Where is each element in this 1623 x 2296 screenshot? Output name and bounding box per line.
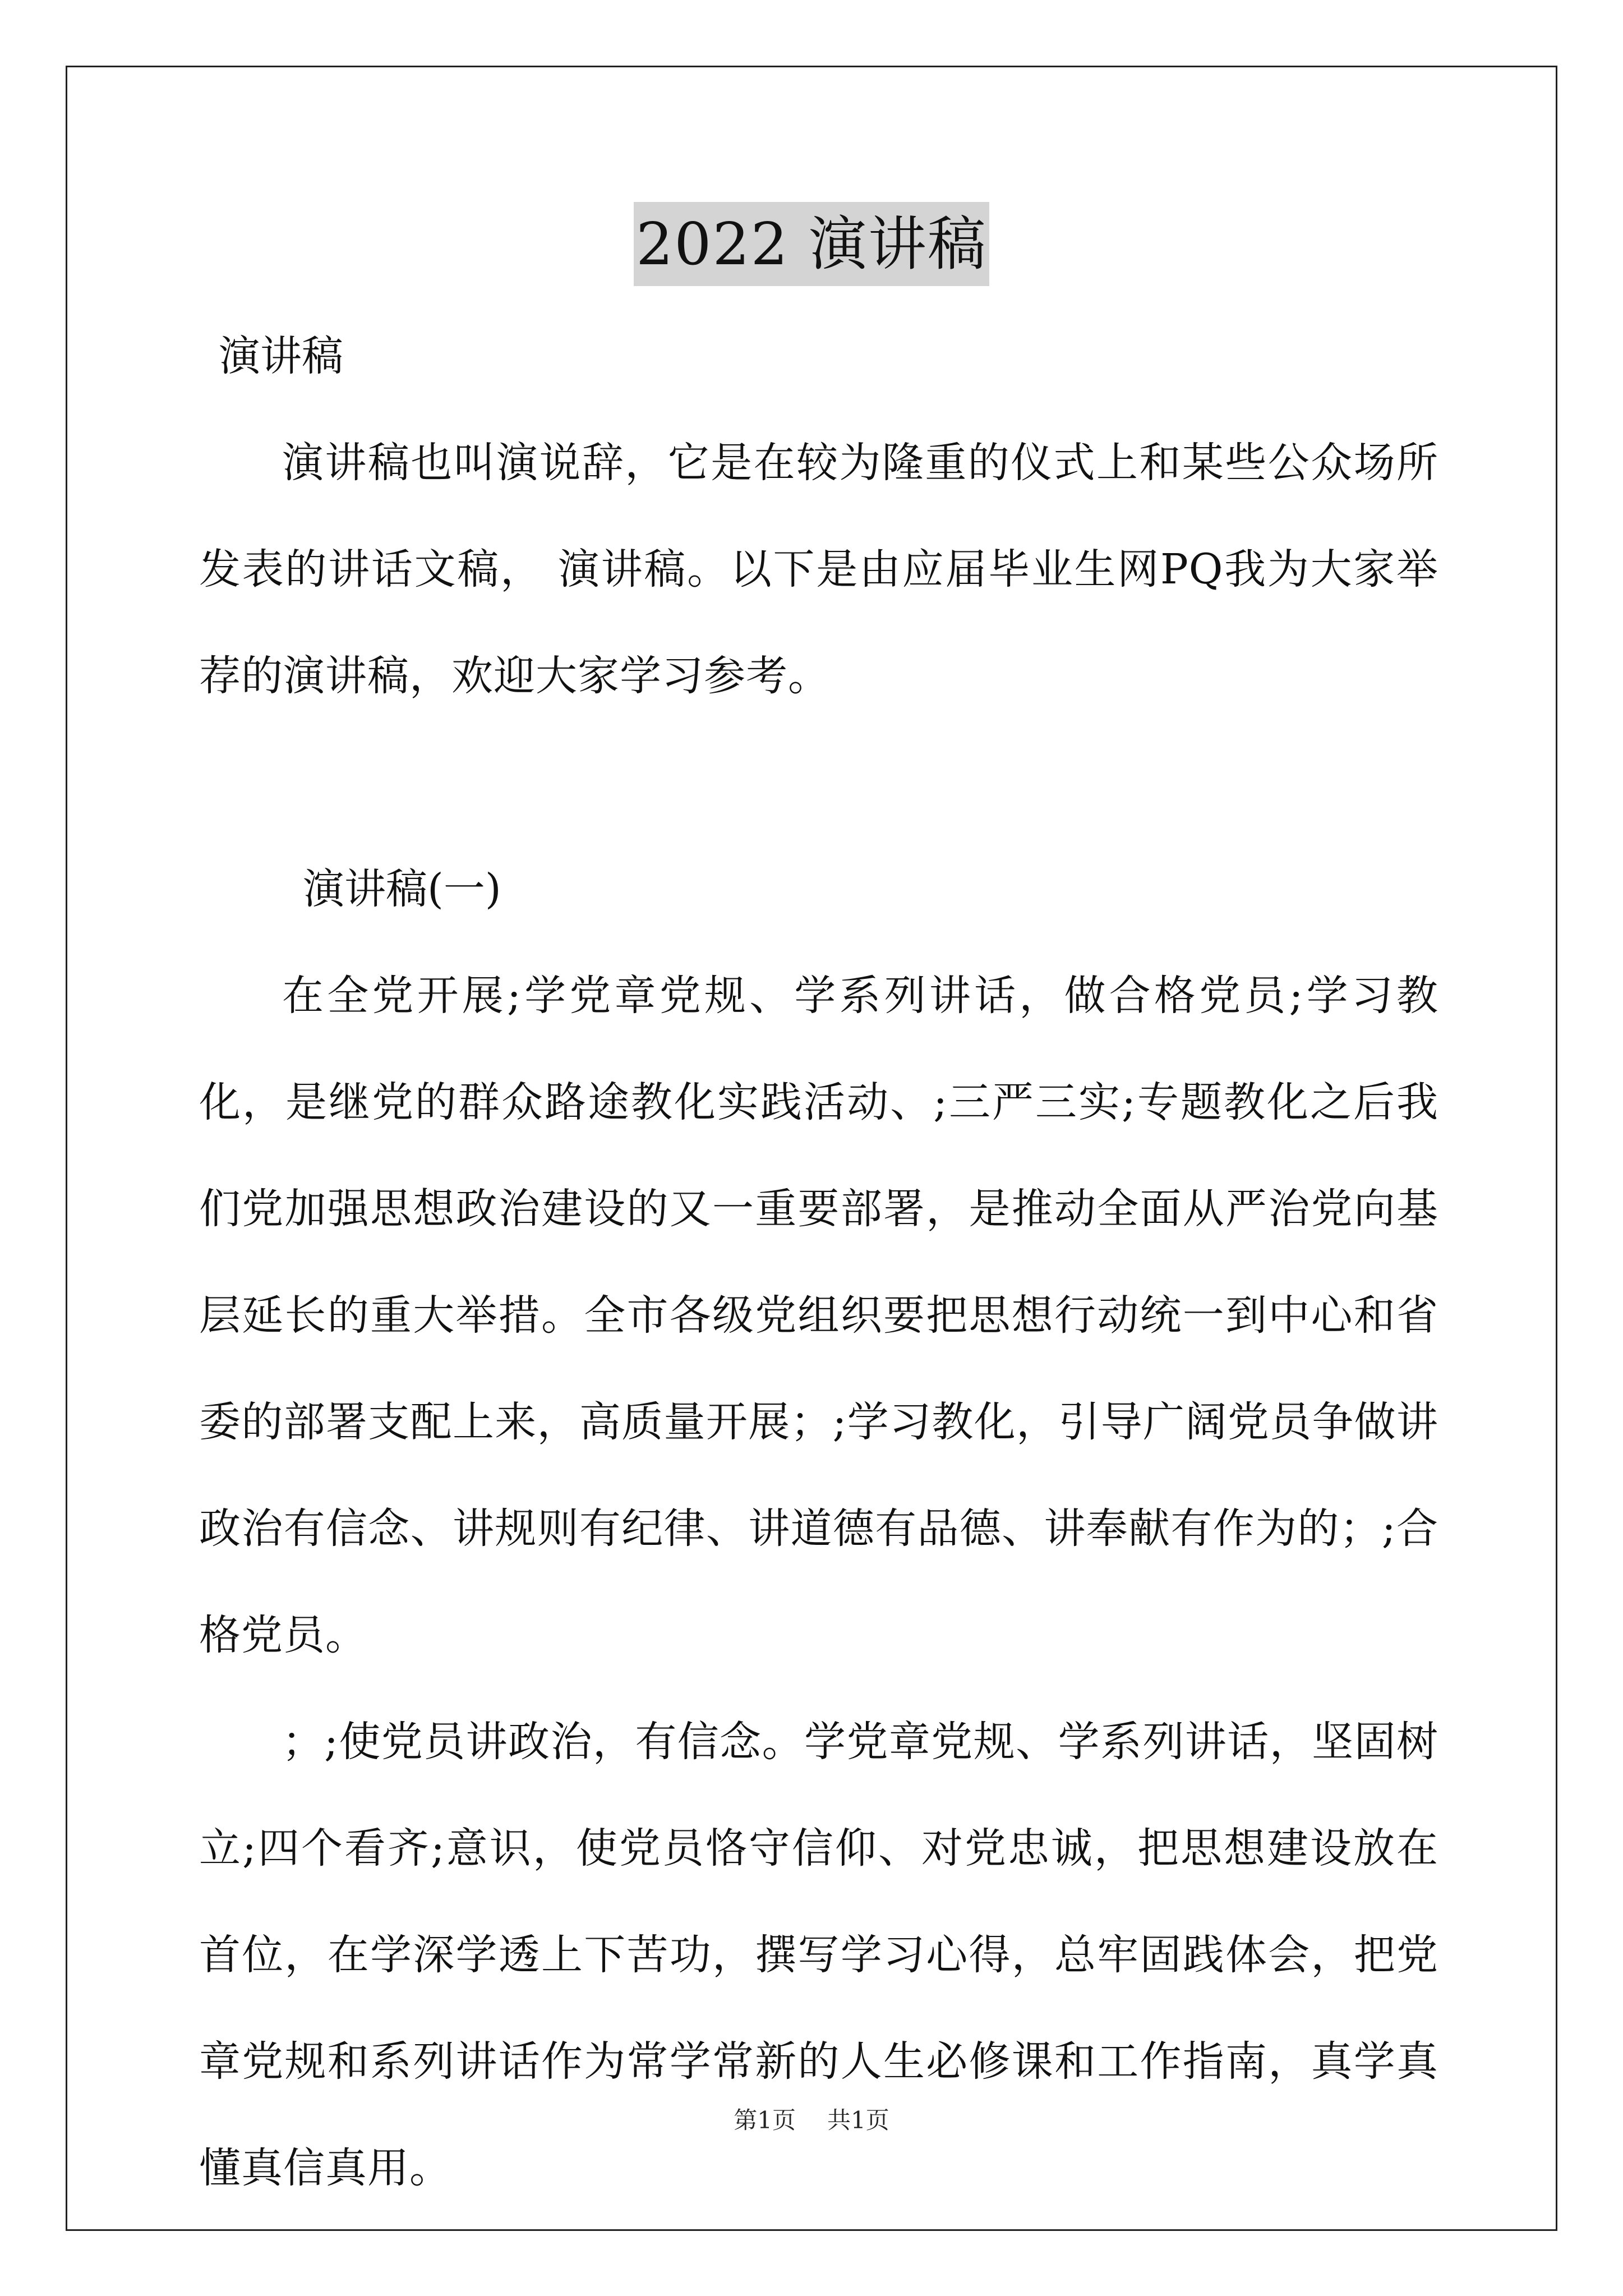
body-paragraph: ；;使党员讲政治，有信念。学党章党规、学系列讲话，坚固树立;四个看齐;意识，使党员恪守信仰、对党忠诚，把思想建设放在首位，在学深学透上下苦功，撰写学习心得，总牢固践体会，把党章党规和系列讲话作为常学常新的人生必修课和工作指南，真学真懂真信真用。 <box>199 1718 1438 2192</box>
document-title: 2022 演讲稿 <box>634 202 989 286</box>
page-total: 共1页 <box>827 2106 889 2134</box>
document-body <box>199 303 1438 2221</box>
intro-paragraph: 演讲稿也叫演说辞，它是在较为隆重的仪式上和某些公众场所发表的讲话文稿， 演讲稿。以下是由应届毕业生网PQ我为大家举荐的演讲稿，欢迎大家学习参考。 <box>199 439 1438 700</box>
section-heading: 演讲稿(一) <box>303 865 501 913</box>
body-paragraph: 在全党开展;学党章党规、学系列讲话，做合格党员;学习教化，是继党的群众路途教化实践活动、;三严三实;专题教化之后我们党加强思想政治建设的又一重要部署，是推动全面从严治党向基层延长的重大举措。全市各级党组织要把思想行动统一到中心和省委的部署支配上来，高质量开展；;学习教化，引导广阔党员争做讲政治有信念、讲规则有纪律、讲道德有品德、讲奉献有作为的；;合格党员。 <box>199 972 1438 1659</box>
page-number: 第1页 <box>734 2106 796 2134</box>
document-subtitle: 演讲稿 <box>219 332 343 380</box>
page-footer <box>0 2104 1623 2137</box>
title-container <box>0 202 1623 286</box>
